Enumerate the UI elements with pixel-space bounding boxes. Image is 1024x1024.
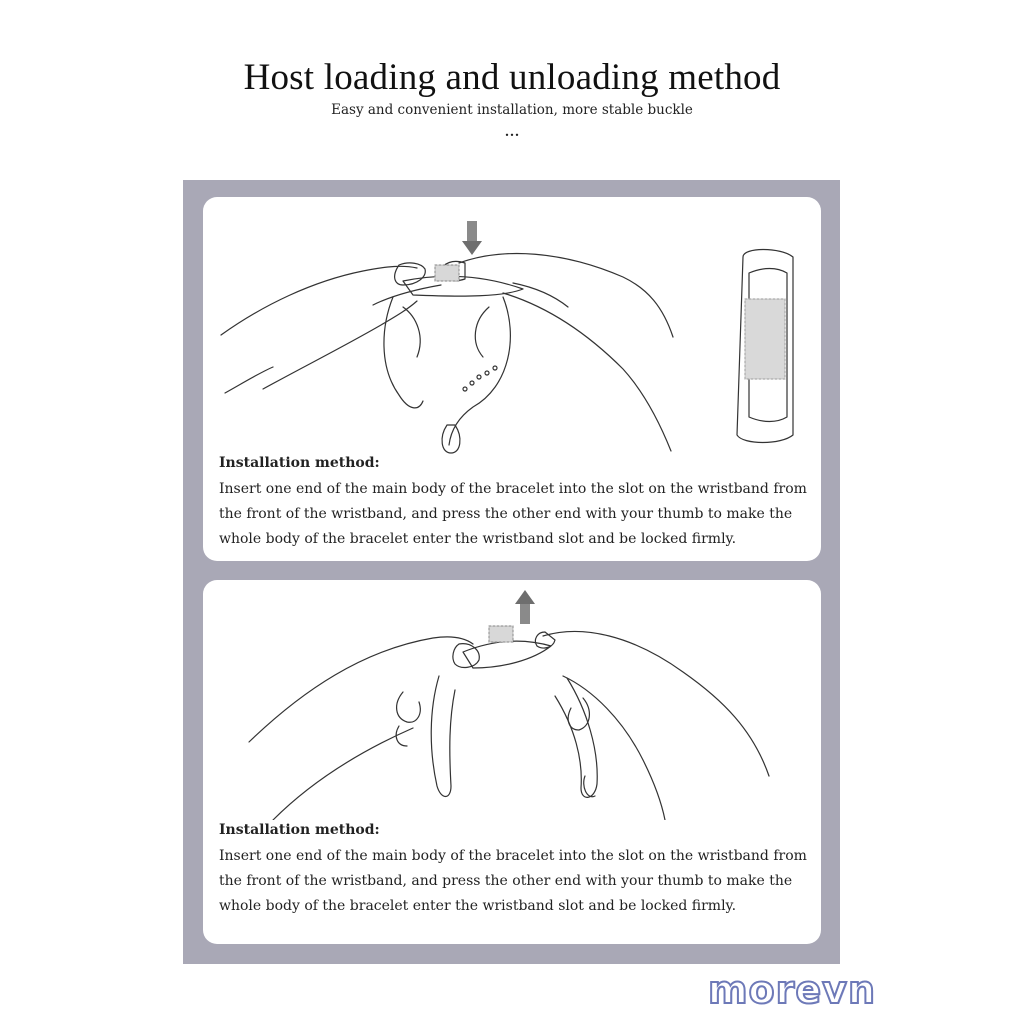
strap-right bbox=[555, 678, 597, 797]
band-slot-marker bbox=[745, 299, 785, 379]
strap-left bbox=[384, 297, 423, 408]
left-hand-outline bbox=[221, 266, 417, 335]
brand-watermark: morevn bbox=[707, 968, 876, 1012]
page-title: Host loading and unloading method bbox=[243, 57, 781, 98]
instruction-body: Insert one end of the main body of the bracelet into the slot on the wristband from the front of the wristband, and press the other end with your thumb to make the whole body of the bracelet enter the wristband slot and be locked firmly. bbox=[219, 481, 807, 547]
arrow-up-icon bbox=[515, 590, 535, 624]
instruction-card-remove bbox=[203, 580, 821, 944]
strap-left bbox=[431, 676, 455, 797]
tracker-screen-marker bbox=[489, 626, 513, 642]
remove-illustration bbox=[203, 580, 821, 820]
tracker-screen-marker bbox=[435, 265, 459, 281]
right-hand-outline bbox=[543, 632, 769, 777]
instructions-frame bbox=[183, 180, 840, 964]
install-illustration bbox=[203, 197, 821, 457]
arrow-down-icon bbox=[462, 221, 482, 255]
left-hand-outline bbox=[249, 637, 473, 742]
right-thumb bbox=[535, 632, 555, 648]
instruction-heading: Installation method: bbox=[219, 822, 380, 838]
remove-text-block bbox=[219, 822, 817, 919]
instruction-heading: Installation method: bbox=[219, 455, 380, 471]
page-subtitle: Easy and convenient installation, more stable buckle bbox=[331, 102, 693, 118]
ellipsis-divider: ... bbox=[504, 119, 520, 141]
instruction-card-install bbox=[203, 197, 821, 561]
install-text-block bbox=[219, 455, 817, 552]
instruction-body: Insert one end of the main body of the bracelet into the slot on the wristband from the front of the wristband, and press the other end with your thumb to make the whole body of the bracelet enter the wristband slot and be locked firmly. bbox=[219, 848, 807, 914]
